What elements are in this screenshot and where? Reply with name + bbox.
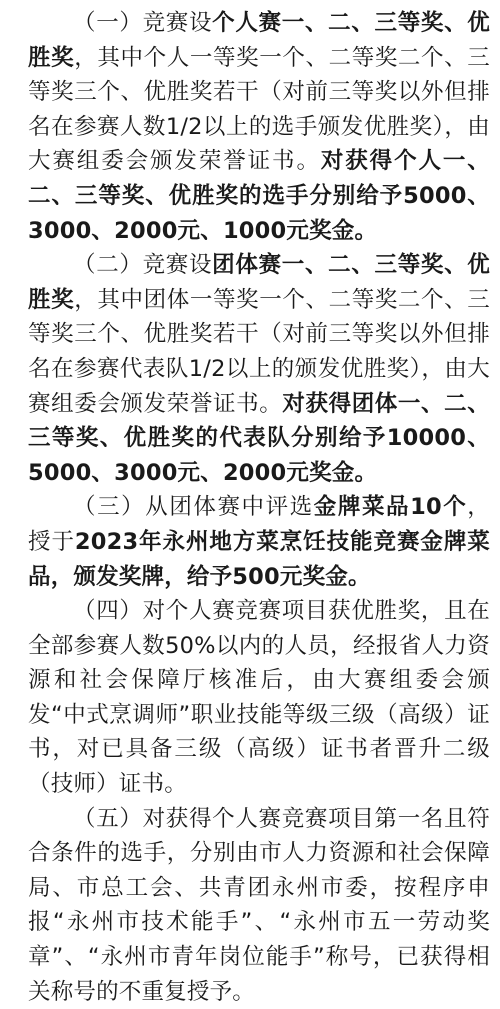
document-body	[28, 6, 490, 1009]
paragraph-2	[28, 248, 490, 490]
text-run: ，其中团体一等奖一个、二等奖二个、三等奖三个、优胜奖若干（对前三等奖以外但排名在参赛代表队1/2以上的颁发优胜奖），由大赛组委会颁发荣誉证书。	[28, 286, 490, 417]
text-run: ，授于	[28, 494, 490, 555]
text-run-bold: 对获得个人一、二、三等奖、优胜奖的选手分别给予5000、3000、2000元、1000元奖金。	[28, 148, 490, 244]
paragraph-5	[28, 802, 490, 1009]
text-run: ，其中个人一等奖一个、二等奖二个、三等奖三个、优胜奖若干（对前三等奖以外但排名在参赛人数1/2以上的选手颁发优胜奖），由大赛组委会颁发荣誉证书。	[28, 44, 490, 175]
text-run-bold: 个人赛一、二、三等奖、优胜奖	[28, 10, 491, 71]
text-run-bold: 团体赛一、二、三等奖、优胜奖	[28, 252, 491, 313]
paragraph-4	[28, 594, 490, 802]
text-run: （三）从团体赛中评选	[73, 494, 314, 521]
paragraph-1	[28, 6, 490, 248]
text-run-bold: 2023年永州地方菜烹饪技能竞赛金牌菜品，颁发奖牌，给予500元奖金。	[28, 528, 490, 590]
text-run: （二）竞赛设	[73, 252, 213, 279]
text-run-bold: 对获得团体一、二、三等奖、优胜奖的代表队分别给予10000、5000、3000元、2000元奖金。	[28, 390, 490, 486]
paragraph-3	[28, 490, 490, 594]
text-run: （一）竞赛设	[73, 10, 213, 36]
text-run: （四）对个人赛竞赛项目获优胜奖，且在全部参赛人数50%以内的人员，经报省人力资源和社会保障厅核准后，由大赛组委会颁发“中式烹调师”职业技能等级三级（高级）证书，对已具备三级（高级）证书者晋升二级（技师）证书。	[28, 598, 490, 798]
text-run-bold: 金牌菜品10个	[313, 494, 468, 521]
text-run: （五）对获得个人赛竞赛项目第一名且符合条件的选手，分别由市人力资源和社会保障局、市总工会、共青团永州市委，按程序申报“永州市技术能手”、“永州市五一劳动奖章”、“永州市青年岗位能手”称号，已获得相关称号的不重复授予。	[28, 805, 490, 1005]
